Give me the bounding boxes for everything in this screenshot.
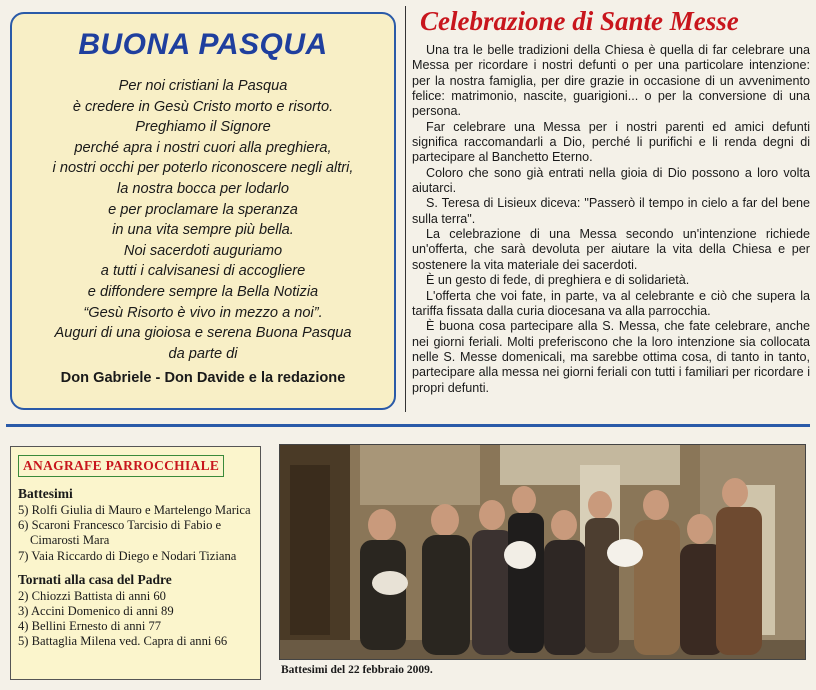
easter-line: perché apra i nostri cuori alla preghiera, bbox=[74, 139, 332, 156]
easter-line: e per proclamare la speranza bbox=[108, 201, 298, 218]
baptism-group-photo bbox=[279, 444, 806, 660]
article-paragraph: Coloro che sono già entrati nella gioia di Dio possono a loro volta aiutarci. bbox=[412, 165, 810, 196]
section-divider bbox=[6, 424, 810, 427]
easter-line: è credere in Gesù Cristo morto e risorto. bbox=[72, 98, 334, 115]
easter-line: in una vita sempre più bella. bbox=[112, 222, 294, 239]
list-item: 5) Battaglia Milena ved. Capra di anni 66 bbox=[18, 634, 228, 649]
easter-line: Auguri di una gioiosa e serena Buona Pasqua bbox=[54, 325, 352, 342]
easter-line: i nostri occhi per poterlo riconoscere negli altri, bbox=[52, 160, 354, 177]
list-item: 5) Rolfi Giulia di Mauro e Martelengo Marica bbox=[18, 503, 251, 517]
registry-title: ANAGRAFE PARROCCHIALE bbox=[18, 455, 224, 477]
easter-line: Noi sacerdoti auguriamo bbox=[123, 242, 283, 259]
easter-greeting-box bbox=[10, 12, 396, 410]
easter-line: Per noi cristiani la Pasqua bbox=[118, 78, 288, 94]
easter-signature: Don Gabriele - Don Davide e la redazione bbox=[60, 370, 346, 387]
photo-illustration bbox=[280, 445, 806, 660]
article-paragraph: È buona cosa partecipare alla S. Messa, che fate celebrare, anche nei giorni feriali. Molti preferiscono che la loro intenzione sia collocata nelle S. Messe domenicali, ma sarebbe ottima cosa, di tanto in tanto, partecipare alla messa nei giorni feriali con tutti i familiari per ricordare i propri defunti. bbox=[412, 319, 810, 395]
easter-title: BUONA PASQUA bbox=[78, 28, 328, 61]
column-divider bbox=[405, 6, 406, 412]
list-item: 6) Scaroni Francesco Tarcisio di Fabio e Cimarosti Mara bbox=[18, 518, 222, 548]
article-paragraph: L'offerta che voi fate, in parte, va al celebrante e ciò che supera la tariffa fissata dalla curia diocesana va alla parrocchia. bbox=[412, 288, 810, 318]
list-item: 3) Accini Domenico di anni 89 bbox=[18, 604, 174, 619]
easter-line: Preghiamo il Signore bbox=[135, 119, 271, 136]
photo-caption: Battesimi del 22 febbraio 2009. bbox=[281, 664, 433, 676]
article-paragraph: Far celebrare una Messa per i nostri parenti ed amici defunti significa raccomandarli a Dio, perché li purifichi e li renda degni di partecipare al Banchetto Eterno. bbox=[412, 119, 810, 165]
deaths-section bbox=[18, 572, 253, 650]
mass-article bbox=[412, 6, 810, 396]
article-paragraph: Una tra le belle tradizioni della Chiesa è quella di far celebrare una Messa per ricordare i nostri defunti o per una particolare intenzione: per la nostra famiglia, per dire grazie in occasione di un avvenimento felice: matrimonio, nascite, guarigioni... o per la conversione di una persona. bbox=[412, 43, 810, 119]
baptisms-section bbox=[18, 486, 253, 564]
easter-line: da parte di bbox=[168, 345, 238, 362]
article-paragraph: S. Teresa di Lisieux diceva: "Passerò il tempo in cielo a far del bene sulla terra". bbox=[412, 196, 810, 226]
article-title: Celebrazione di Sante Messe bbox=[420, 6, 739, 36]
easter-line: a tutti i calvisanesi di accogliere bbox=[100, 263, 306, 280]
article-paragraph: È un gesto di fede, di preghiera e di solidarietà. bbox=[426, 273, 690, 288]
easter-line: e diffondere sempre la Bella Notizia bbox=[87, 283, 319, 300]
article-paragraph: La celebrazione di una Messa secondo un'intenzione richiede un'offerta, che sarà devoluta per aiutare la vita della Chiesa e per sostenere la vita materiale dei sacerdoti. bbox=[412, 227, 810, 272]
easter-line: la nostra bocca per lodarlo bbox=[117, 180, 289, 197]
list-item: 7) Vaia Riccardo di Diego e Nodari Tiziana bbox=[18, 548, 237, 563]
list-item: 4) Bellini Ernesto di anni 77 bbox=[18, 619, 162, 634]
easter-line: “Gesù Risorto è vivo in mezzo a noi”. bbox=[83, 304, 323, 321]
deaths-heading: Tornati alla casa del Padre bbox=[18, 571, 172, 587]
list-item: 2) Chiozzi Battista di anni 60 bbox=[18, 588, 166, 603]
parish-registry-box bbox=[10, 446, 261, 680]
baptisms-heading: Battesimi bbox=[18, 486, 73, 501]
